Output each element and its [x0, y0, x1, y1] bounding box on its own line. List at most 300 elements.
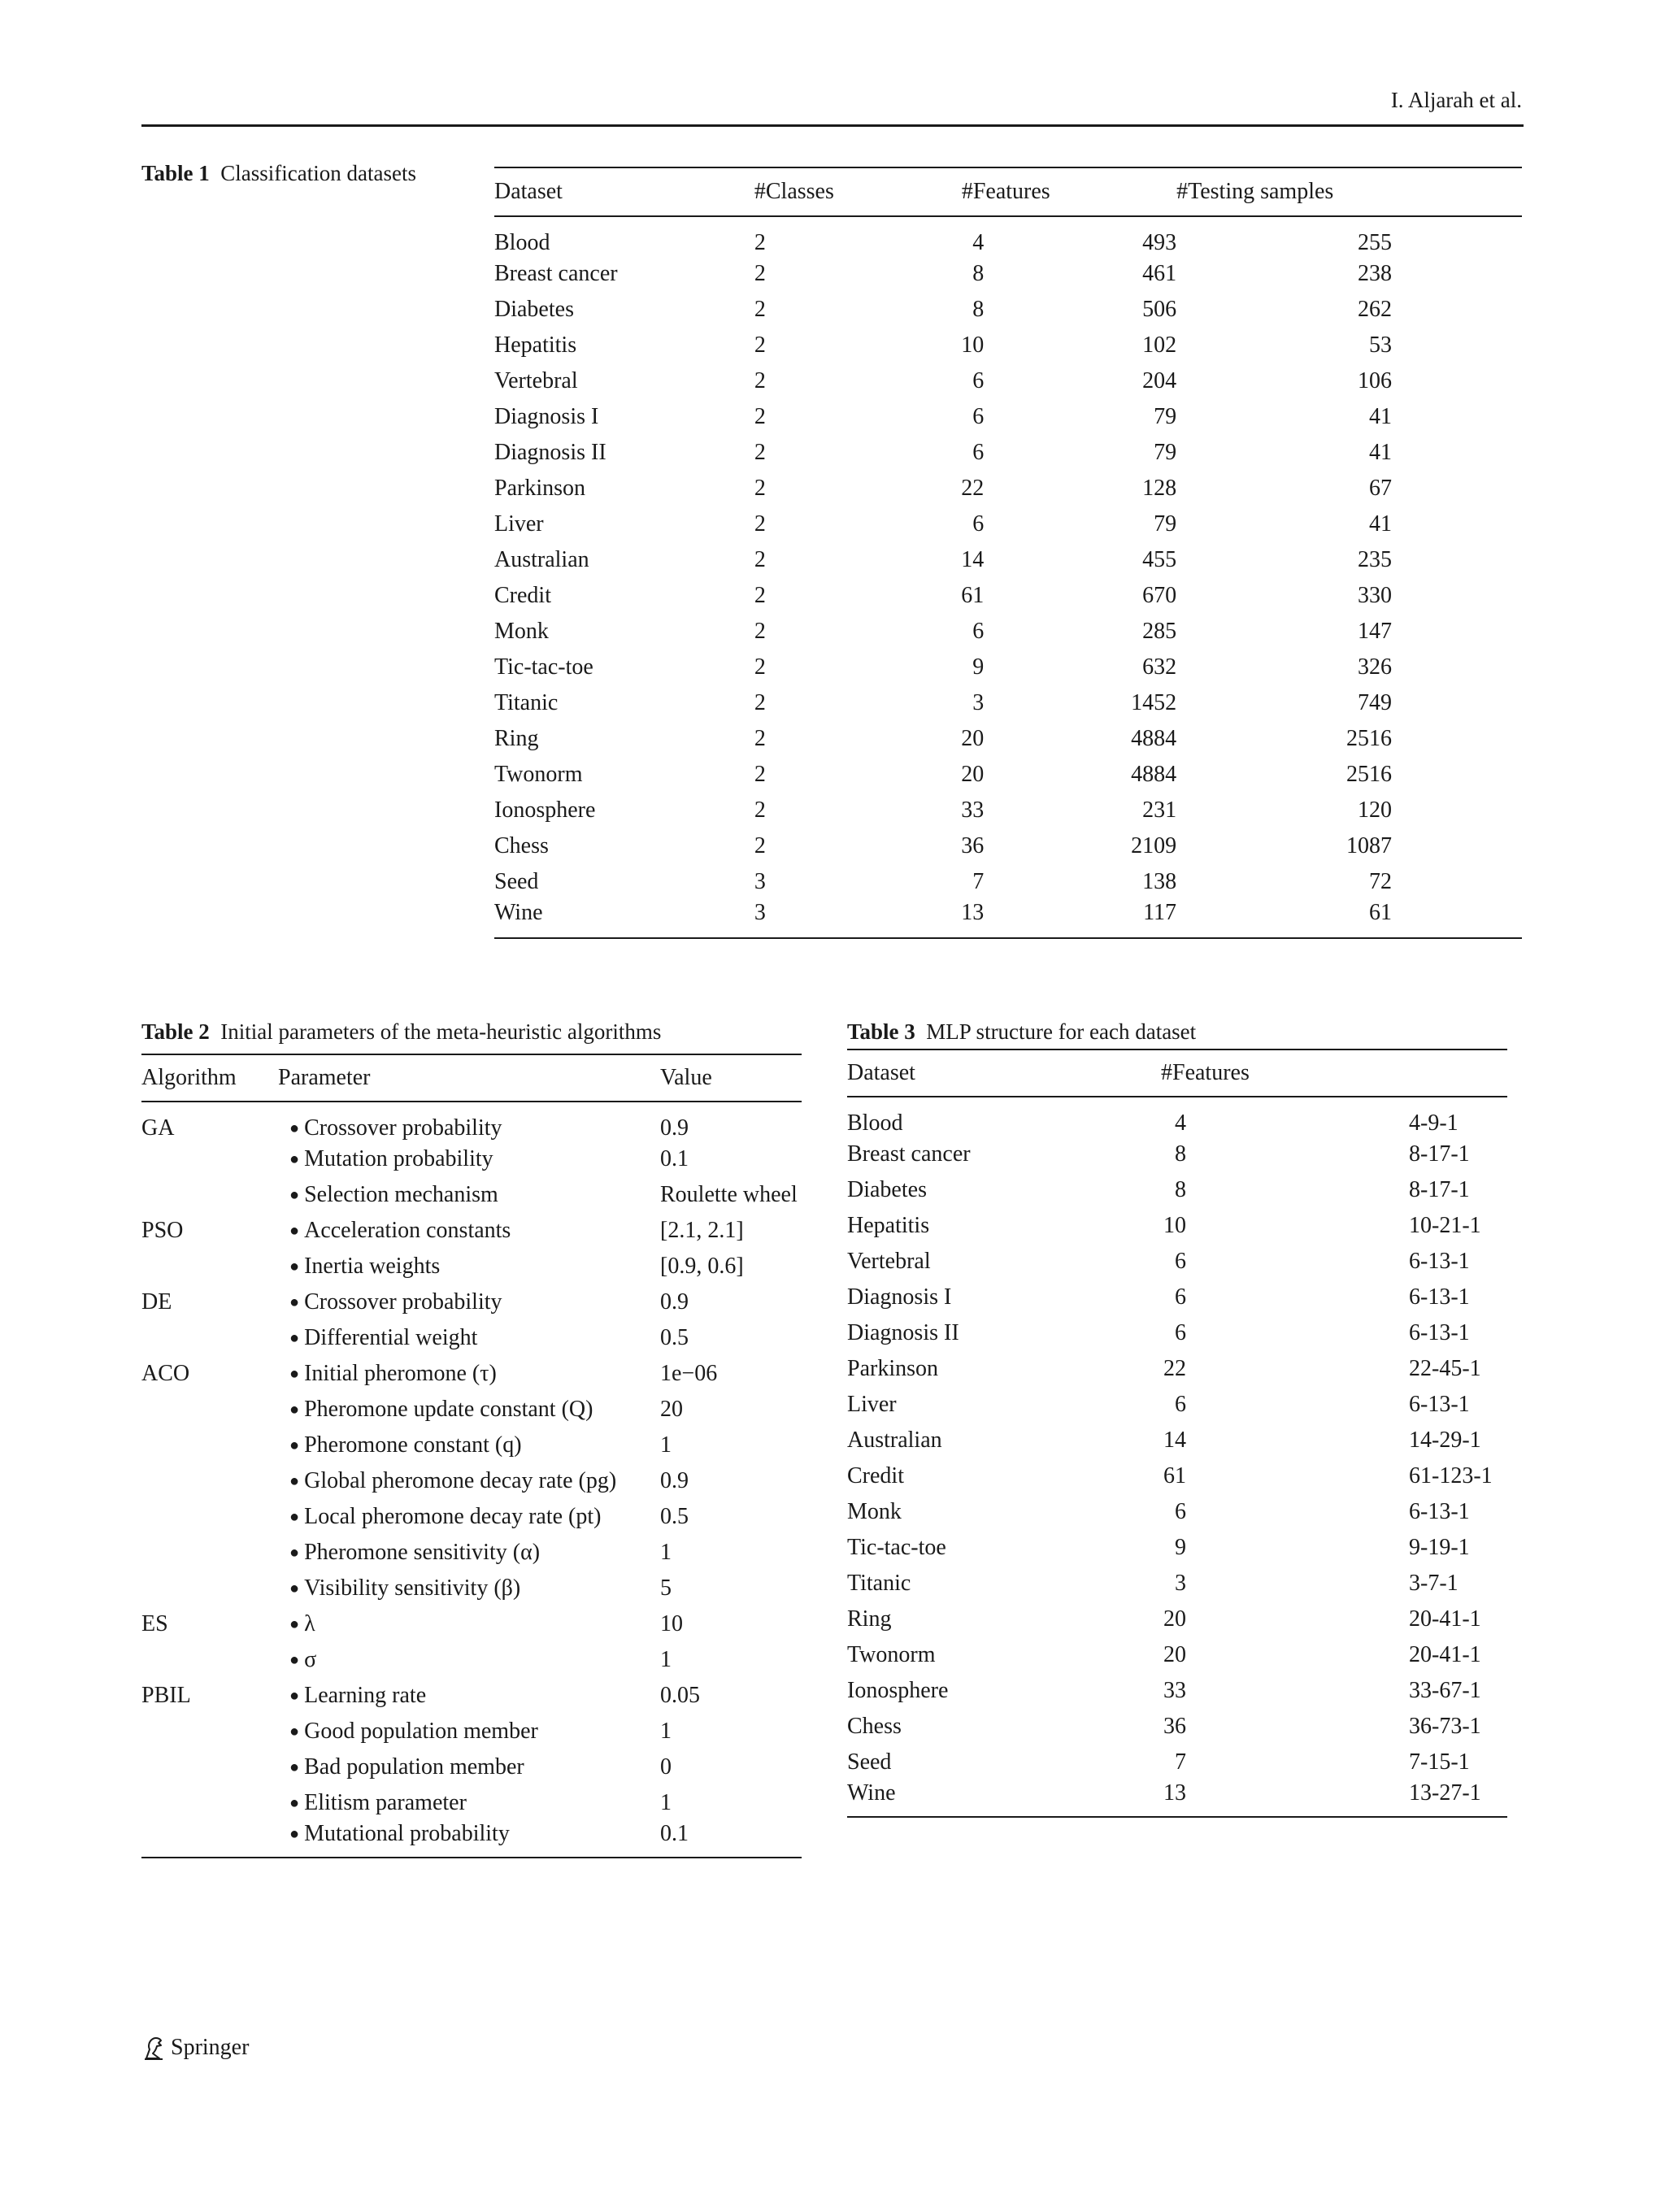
table3-cell-mlp: 7-15-1 — [1409, 1749, 1470, 1775]
table3-row — [847, 1097, 1507, 1136]
table2-row — [141, 1213, 802, 1249]
table1-cell-training: 670 — [1142, 583, 1177, 608]
table3-cell-mlp: 10-21-1 — [1409, 1213, 1481, 1238]
table1-col-features: #Features — [961, 179, 1050, 204]
table3-cell-mlp: 61-123-1 — [1409, 1463, 1493, 1488]
table2-cell-algorithm — [141, 1749, 278, 1785]
table3-row — [847, 1780, 1507, 1817]
bullet-icon: ● — [289, 1472, 300, 1490]
table2-parameter-text: Differential weight — [304, 1325, 478, 1350]
table1-cell-testing: 262 — [1358, 297, 1392, 322]
table1-cell-classes: 2 — [754, 833, 766, 858]
table2-row — [141, 1785, 802, 1821]
bullet-icon: ● — [289, 1222, 300, 1240]
table1-cell-features: 10 — [961, 332, 985, 358]
table2-cell-parameter — [278, 1141, 660, 1177]
table3-cell-mlp: 13-27-1 — [1409, 1780, 1481, 1806]
table1-cell-classes: 2 — [754, 261, 766, 286]
table2-cell-value: 0.9 — [660, 1468, 689, 1493]
table3-header-row — [847, 1050, 1507, 1097]
table3-cell-mlp: 8-17-1 — [1409, 1141, 1470, 1167]
table2-cell-value: 1e−06 — [660, 1361, 718, 1386]
table3-cell-features: 33 — [1163, 1678, 1186, 1703]
table2-cell-parameter — [278, 1356, 660, 1392]
table1-row — [494, 721, 1522, 757]
table1-row — [494, 256, 1522, 292]
table1-cell-dataset: Hepatitis — [494, 332, 577, 358]
table1-cell-testing: 72 — [1369, 869, 1392, 894]
table3-cell-dataset: Diagnosis I — [847, 1284, 952, 1310]
table3-cell-dataset: Liver — [847, 1392, 897, 1417]
table2-header-row — [141, 1054, 802, 1102]
table3-cell-dataset: Diabetes — [847, 1177, 927, 1202]
table2-initial-parameters — [141, 1054, 802, 1858]
table2-cell-value: 1 — [660, 1790, 672, 1815]
table2-cell-algorithm — [141, 1463, 278, 1499]
table2-cell-algorithm: ACO — [141, 1361, 190, 1386]
table1-label: Table 1 — [141, 161, 210, 185]
table1-cell-features: 6 — [972, 404, 985, 429]
table1-col-testing: #Testing samples — [1176, 179, 1334, 204]
table2-parameter-text: Pheromone sensitivity (α) — [304, 1540, 541, 1565]
table1-cell-training: 4884 — [1131, 762, 1177, 787]
table3-cell-mlp: 20-41-1 — [1409, 1606, 1481, 1632]
table3-row — [847, 1673, 1507, 1709]
table2-cell-algorithm — [141, 1141, 278, 1177]
table3-cell-mlp: 20-41-1 — [1409, 1642, 1481, 1667]
table2-parameter-text: Initial pheromone (τ) — [304, 1361, 497, 1386]
table1-cell-classes: 2 — [754, 797, 766, 823]
table1-cell-testing: 2516 — [1346, 726, 1392, 751]
table1-cell-dataset: Ring — [494, 726, 539, 751]
table1-row — [494, 435, 1522, 471]
table2-cell-algorithm: PSO — [141, 1218, 184, 1243]
table1-cell-testing: 238 — [1358, 261, 1392, 286]
table2-parameter-text: Acceleration constants — [304, 1218, 511, 1243]
table1-cell-classes: 2 — [754, 726, 766, 751]
table1-cell-training: 79 — [1154, 511, 1177, 537]
table1-cell-testing: 1087 — [1346, 833, 1392, 858]
table2-cell-algorithm: GA — [141, 1115, 175, 1141]
table2-parameter-text: λ — [304, 1611, 315, 1636]
table2-row — [141, 1571, 802, 1606]
table3-cell-dataset: Chess — [847, 1714, 902, 1739]
table3-row — [847, 1566, 1507, 1601]
table1-cell-features: 33 — [961, 797, 985, 823]
bullet-icon: ● — [289, 1258, 300, 1275]
bullet-icon: ● — [289, 1687, 300, 1705]
table1-cell-training: 117 — [1143, 900, 1177, 925]
table1-cell-testing: 255 — [1358, 230, 1392, 255]
table3-cell-features: 36 — [1163, 1714, 1186, 1739]
table1-cell-classes: 2 — [754, 654, 766, 680]
table1-cell-training: 128 — [1142, 476, 1177, 501]
table3-row — [847, 1637, 1507, 1673]
table2-cell-parameter — [278, 1428, 660, 1463]
table1-cell-training: 4884 — [1131, 726, 1177, 751]
table1-cell-testing: 330 — [1358, 583, 1392, 608]
table1-cell-training: 506 — [1142, 297, 1177, 322]
table1-classification-datasets — [494, 167, 1522, 939]
table2-cell-value: 0.5 — [660, 1325, 689, 1350]
table2-cell-parameter — [278, 1177, 660, 1213]
table1-cell-classes: 3 — [754, 869, 766, 894]
table3-row — [847, 1458, 1507, 1494]
table2-row — [141, 1428, 802, 1463]
table1-cell-dataset: Seed — [494, 869, 539, 894]
table1-caption — [141, 161, 416, 186]
table1-cell-training: 455 — [1142, 547, 1177, 572]
table3-cell-dataset: Diagnosis II — [847, 1320, 959, 1345]
table2-parameter-text: Inertia weights — [304, 1254, 441, 1279]
table1-row — [494, 614, 1522, 650]
table3-cell-mlp: 14-29-1 — [1409, 1428, 1481, 1453]
table1-cell-dataset: Australian — [494, 547, 589, 572]
page-footer — [141, 2035, 249, 2061]
table1-row — [494, 685, 1522, 721]
table1-cell-features: 3 — [972, 690, 985, 715]
table2-row — [141, 1821, 802, 1858]
table1-cell-classes: 2 — [754, 511, 766, 537]
table3-cell-features: 6 — [1175, 1284, 1186, 1310]
bullet-icon: ● — [289, 1544, 300, 1562]
table1-cell-training: 461 — [1142, 261, 1177, 286]
table1-cell-dataset: Monk — [494, 619, 549, 644]
table1-cell-features: 6 — [972, 440, 985, 465]
table3-cell-features: 14 — [1163, 1428, 1186, 1453]
bullet-icon: ● — [289, 1150, 300, 1168]
table3-cell-dataset: Vertebral — [847, 1249, 931, 1274]
table3-cell-dataset: Ring — [847, 1606, 892, 1632]
table2-cell-algorithm — [141, 1320, 278, 1356]
table2-parameter-text: Selection mechanism — [304, 1182, 498, 1207]
table3-cell-features: 6 — [1175, 1392, 1186, 1417]
table1-cell-training: 102 — [1142, 332, 1177, 358]
table1-cell-training: 1452 — [1131, 690, 1177, 715]
table2-cell-parameter — [278, 1785, 660, 1821]
table3-cell-features: 4 — [1175, 1110, 1186, 1136]
table3-cell-mlp: 8-17-1 — [1409, 1177, 1470, 1202]
table3-cell-features: 22 — [1163, 1356, 1186, 1381]
table3-cell-mlp: 22-45-1 — [1409, 1356, 1481, 1381]
table2-row — [141, 1320, 802, 1356]
table1-cell-dataset: Wine — [494, 900, 543, 925]
table2-col-algorithm: Algorithm — [141, 1065, 237, 1090]
table1-col-classes: #Classes — [754, 179, 834, 204]
table1-cell-features: 7 — [972, 869, 985, 894]
table3-row — [847, 1745, 1507, 1780]
table1-cell-dataset: Parkinson — [494, 476, 585, 501]
table3-cell-dataset: Titanic — [847, 1571, 911, 1596]
table1-cell-training: 79 — [1154, 440, 1177, 465]
table3-row — [847, 1423, 1507, 1458]
table3-cell-features: 8 — [1175, 1177, 1186, 1202]
table3-cell-mlp: 3-7-1 — [1409, 1571, 1459, 1596]
table1-cell-classes: 2 — [754, 332, 766, 358]
header-rule — [141, 124, 1524, 127]
table1-cell-features: 8 — [972, 297, 985, 322]
table2-parameter-text: Crossover probability — [304, 1115, 502, 1141]
table3-cell-features: 10 — [1163, 1213, 1186, 1238]
table2-caption — [141, 1019, 661, 1045]
table1-cell-dataset: Titanic — [494, 690, 559, 715]
table1-cell-testing: 53 — [1369, 332, 1392, 358]
table3-cell-features: 7 — [1175, 1749, 1186, 1775]
table1-cell-features: 22 — [961, 476, 985, 501]
table1-cell-training: 204 — [1142, 368, 1177, 393]
table2-row — [141, 1714, 802, 1749]
table1-caption-text: Classification datasets — [220, 161, 416, 185]
table1-cell-features: 8 — [972, 261, 985, 286]
publisher-name: Springer — [171, 2035, 250, 2060]
table3-cell-dataset: Breast cancer — [847, 1141, 971, 1167]
table2-parameter-text: Learning rate — [304, 1683, 427, 1708]
table3-cell-features: 9 — [1175, 1535, 1186, 1560]
table1-cell-dataset: Diabetes — [494, 297, 574, 322]
table2-cell-algorithm — [141, 1785, 278, 1821]
table1-cell-features: 6 — [972, 619, 985, 644]
table2-cell-value: 10 — [660, 1611, 683, 1636]
table1-cell-dataset: Vertebral — [494, 368, 578, 393]
table1-cell-features: 14 — [961, 547, 985, 572]
table1-cell-classes: 2 — [754, 583, 766, 608]
bullet-icon: ● — [289, 1436, 300, 1454]
table3-row — [847, 1315, 1507, 1351]
table1-cell-features: 20 — [961, 726, 985, 751]
table2-row — [141, 1749, 802, 1785]
table1-cell-testing: 147 — [1358, 619, 1392, 644]
table3-row — [847, 1530, 1507, 1566]
table3-cell-dataset: Credit — [847, 1463, 904, 1488]
table2-caption-text: Initial parameters of the meta-heuristic algorithms — [220, 1019, 662, 1044]
bullet-icon: ● — [289, 1651, 300, 1669]
table1-cell-classes: 2 — [754, 368, 766, 393]
bullet-icon: ● — [289, 1329, 300, 1347]
table2-cell-algorithm: PBIL — [141, 1683, 191, 1708]
table1-row — [494, 793, 1522, 828]
table2-row — [141, 1463, 802, 1499]
table1-cell-classes: 2 — [754, 619, 766, 644]
bullet-icon: ● — [289, 1615, 300, 1633]
table3-mlp-structure — [847, 1049, 1507, 1818]
table2-parameter-text: Good population member — [304, 1719, 538, 1744]
table1-cell-classes: 2 — [754, 404, 766, 429]
table2-cell-value: Roulette wheel — [660, 1182, 798, 1207]
table3-cell-dataset: Hepatitis — [847, 1213, 930, 1238]
table2-col-parameter: Parameter — [278, 1065, 371, 1090]
table3-caption-text: MLP structure for each dataset — [926, 1019, 1197, 1044]
table1-cell-dataset: Liver — [494, 511, 544, 537]
table1-cell-dataset: Diagnosis I — [494, 404, 599, 429]
table1-cell-testing: 326 — [1358, 654, 1392, 680]
table3-row — [847, 1494, 1507, 1530]
table2-cell-parameter — [278, 1463, 660, 1499]
table1-row — [494, 578, 1522, 614]
table1-row — [494, 399, 1522, 435]
table3-cell-features: 20 — [1163, 1606, 1186, 1632]
table2-row — [141, 1356, 802, 1392]
table3-cell-features: 20 — [1163, 1642, 1186, 1667]
table2-cell-value: [0.9, 0.6] — [660, 1254, 744, 1279]
table2-parameter-text: Global pheromone decay rate (pg) — [304, 1468, 617, 1493]
table2-cell-algorithm — [141, 1499, 278, 1535]
table3-cell-mlp: 6-13-1 — [1409, 1249, 1470, 1274]
table2-row — [141, 1249, 802, 1284]
table2-parameter-text: Bad population member — [304, 1754, 524, 1780]
table3-cell-features: 8 — [1175, 1141, 1186, 1167]
table3-row — [847, 1351, 1507, 1387]
table2-parameter-text: σ — [304, 1647, 317, 1672]
bullet-icon: ● — [289, 1794, 300, 1812]
table1-cell-testing: 41 — [1369, 404, 1392, 429]
table1-cell-classes: 2 — [754, 762, 766, 787]
table1-cell-features: 61 — [961, 583, 985, 608]
table3-row — [847, 1387, 1507, 1423]
table2-cell-algorithm — [141, 1177, 278, 1213]
table1-cell-features: 13 — [961, 900, 985, 925]
table1-cell-features: 20 — [961, 762, 985, 787]
table3-cell-mlp: 6-13-1 — [1409, 1392, 1470, 1417]
table2-row — [141, 1535, 802, 1571]
table3-cell-dataset: Tic-tac-toe — [847, 1535, 946, 1560]
table2-cell-value: 0.9 — [660, 1115, 689, 1141]
table3-row — [847, 1709, 1507, 1745]
table1-cell-classes: 2 — [754, 297, 766, 322]
table1-row — [494, 506, 1522, 542]
table1-cell-training: 632 — [1142, 654, 1177, 680]
table2-parameter-text: Local pheromone decay rate (pt) — [304, 1504, 602, 1529]
table2-row — [141, 1642, 802, 1678]
table3-label: Table 3 — [847, 1019, 915, 1044]
bullet-icon: ● — [289, 1293, 300, 1311]
table1-row — [494, 757, 1522, 793]
table2-cell-algorithm — [141, 1392, 278, 1428]
table3-cell-dataset: Ionosphere — [847, 1678, 949, 1703]
table3-row — [847, 1244, 1507, 1280]
bullet-icon: ● — [289, 1365, 300, 1383]
table2-cell-parameter — [278, 1213, 660, 1249]
table1-cell-testing: 67 — [1369, 476, 1392, 501]
table1-row — [494, 650, 1522, 685]
table2-row — [141, 1177, 802, 1213]
table3-cell-mlp: 33-67-1 — [1409, 1678, 1481, 1703]
bullet-icon: ● — [289, 1186, 300, 1204]
table2-cell-value: 0.1 — [660, 1821, 689, 1846]
table1-row — [494, 216, 1522, 256]
table1-cell-testing: 41 — [1369, 511, 1392, 537]
table2-row — [141, 1606, 802, 1642]
table3-cell-features: 13 — [1163, 1780, 1186, 1806]
table2-cell-algorithm: ES — [141, 1611, 168, 1636]
table1-cell-training: 79 — [1154, 404, 1177, 429]
table2-label: Table 2 — [141, 1019, 210, 1044]
table3-cell-dataset: Blood — [847, 1110, 903, 1136]
table3-cell-dataset: Monk — [847, 1499, 902, 1524]
table2-cell-algorithm — [141, 1428, 278, 1463]
table2-cell-value: 0.05 — [660, 1683, 700, 1708]
table3-cell-dataset: Parkinson — [847, 1356, 938, 1381]
table3-cell-features: 6 — [1175, 1320, 1186, 1345]
table2-cell-algorithm — [141, 1714, 278, 1749]
table2-cell-parameter — [278, 1102, 660, 1141]
table1-cell-testing: 120 — [1358, 797, 1392, 823]
table1-row — [494, 864, 1522, 900]
table1-row — [494, 292, 1522, 328]
table1-cell-training: 231 — [1142, 797, 1177, 823]
table1-cell-classes: 2 — [754, 440, 766, 465]
table2-cell-parameter — [278, 1571, 660, 1606]
table1-row — [494, 900, 1522, 938]
table2-cell-value: [2.1, 2.1] — [660, 1218, 744, 1243]
table2-cell-value: 1 — [660, 1647, 672, 1672]
table3-cell-mlp: 6-13-1 — [1409, 1499, 1470, 1524]
table1-cell-classes: 2 — [754, 690, 766, 715]
table2-col-value: Value — [660, 1065, 712, 1090]
table2-cell-parameter — [278, 1642, 660, 1678]
table3-cell-features: 6 — [1175, 1249, 1186, 1274]
table1-col-dataset: Dataset — [494, 179, 563, 204]
table3-cell-features: 61 — [1163, 1463, 1186, 1488]
table2-parameter-text: Pheromone update constant (Q) — [304, 1397, 593, 1422]
table1-cell-features: 36 — [961, 833, 985, 858]
table1-cell-dataset: Diagnosis II — [494, 440, 606, 465]
table3-cell-dataset: Australian — [847, 1428, 942, 1453]
running-head: I. Aljarah et al. — [1390, 88, 1522, 112]
table2-cell-parameter — [278, 1392, 660, 1428]
table1-cell-training: 2109 — [1131, 833, 1177, 858]
table2-cell-parameter — [278, 1320, 660, 1356]
table1-cell-dataset: Breast cancer — [494, 261, 618, 286]
table2-cell-algorithm — [141, 1535, 278, 1571]
bullet-icon: ● — [289, 1825, 300, 1843]
table1-row — [494, 542, 1522, 578]
table2-cell-value: 1 — [660, 1719, 672, 1744]
table2-row — [141, 1678, 802, 1714]
table1-cell-dataset: Twonorm — [494, 762, 583, 787]
table2-cell-parameter — [278, 1249, 660, 1284]
table1-row — [494, 363, 1522, 399]
table3-caption — [847, 1019, 1196, 1045]
table2-cell-value: 0.9 — [660, 1289, 689, 1315]
table2-cell-parameter — [278, 1499, 660, 1535]
table2-cell-value: 1 — [660, 1540, 672, 1565]
table3-row — [847, 1208, 1507, 1244]
table3-row — [847, 1172, 1507, 1208]
table1-cell-training: 493 — [1142, 230, 1177, 255]
table2-cell-value: 0 — [660, 1754, 672, 1780]
table1-cell-features: 6 — [972, 368, 985, 393]
table2-cell-algorithm — [141, 1571, 278, 1606]
table3-row — [847, 1136, 1507, 1172]
table2-cell-value: 20 — [660, 1397, 683, 1422]
table3-cell-dataset: Twonorm — [847, 1642, 936, 1667]
table1-cell-training: 285 — [1142, 619, 1177, 644]
table2-cell-algorithm: DE — [141, 1289, 172, 1315]
table3-cell-features: 6 — [1175, 1499, 1186, 1524]
table1-cell-dataset: Tic-tac-toe — [494, 654, 593, 680]
table1-header-row — [494, 167, 1522, 216]
table2-cell-value: 1 — [660, 1432, 672, 1458]
table2-cell-parameter — [278, 1821, 660, 1858]
table1-row — [494, 471, 1522, 506]
table3-cell-mlp: 9-19-1 — [1409, 1535, 1470, 1560]
table1-cell-features: 6 — [972, 511, 985, 537]
table3-row — [847, 1280, 1507, 1315]
bullet-icon: ● — [289, 1401, 300, 1419]
table2-row — [141, 1141, 802, 1177]
table3-row — [847, 1601, 1507, 1637]
table2-cell-parameter — [278, 1678, 660, 1714]
